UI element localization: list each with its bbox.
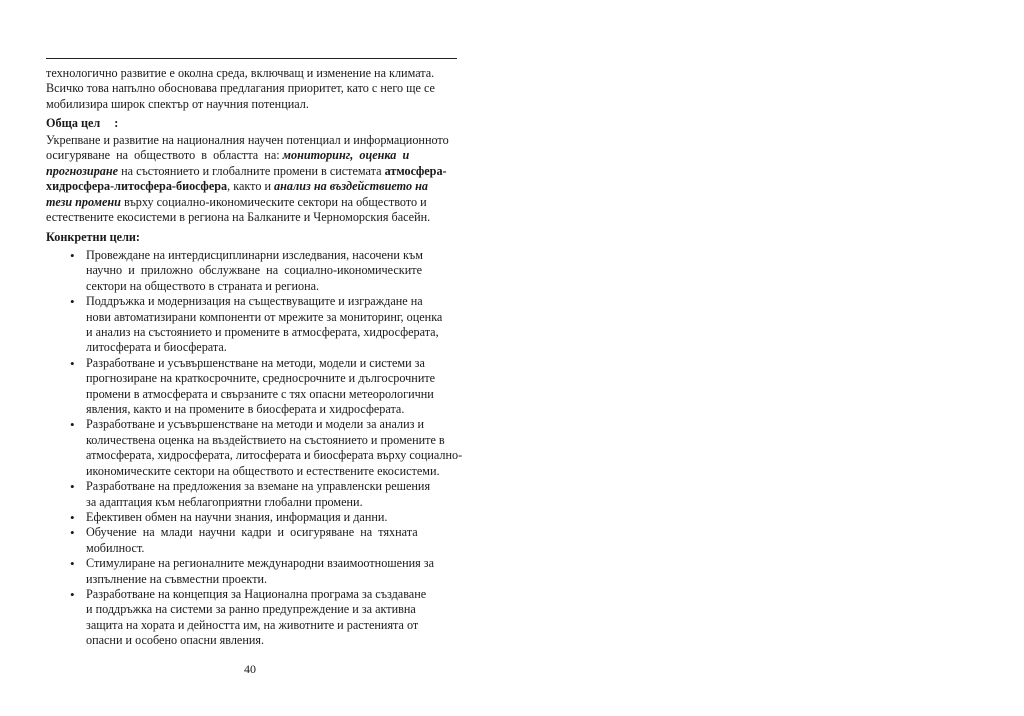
bullet-icon: • [70, 586, 75, 602]
bullet-icon: • [70, 248, 75, 263]
list-item [46, 294, 494, 356]
list-item-line: Обучение на млади научни кадри и осигуряване на тяхната [86, 525, 418, 540]
general-goal-emphasis: мониторинг, оценка и [282, 148, 410, 163]
list-item-line: изпълнение на съвместни проекти. [86, 571, 268, 586]
general-goal-heading-text: Обща цел [46, 116, 101, 130]
general-goal-heading [46, 116, 118, 131]
intro-line: мобилизира широк спектър от научния потенциал. [46, 96, 309, 111]
general-goal-strong: хидросфера-литосфера-биосфера [46, 179, 228, 194]
list-item-line: Ефективен обмен на научни знания, информация и данни. [86, 509, 388, 524]
general-goal-line: Укрепване и развитие на националния научен потенциал и информационното [46, 133, 449, 147]
bullet-icon: • [70, 556, 75, 572]
general-goal-line [46, 195, 471, 210]
list-item-line: промени в атмосферата и свързаните с тях опасни метеорологични [86, 386, 434, 401]
list-item [46, 525, 494, 556]
list-item-line: сектори на обществото в страната и региона. [86, 278, 320, 293]
list-item-line: атмосферата, хидросферата, литосферата и биосферата върху социално- [86, 448, 463, 463]
bullet-icon: • [70, 525, 75, 541]
general-goal-line [46, 179, 471, 194]
list-item-line: литосферата и биосферата. [86, 340, 227, 355]
bullet-icon: • [70, 509, 75, 525]
list-item-line: Разработване на концепция за Национална програма за създаване [86, 586, 427, 601]
page-number: 40 [244, 662, 256, 676]
list-item [46, 356, 494, 418]
intro-line: технологично развитие е околна среда, включващ и изменение на климата. [46, 66, 435, 80]
general-goal-text: , както и [227, 179, 275, 194]
general-goal-line: естествените екосистеми в региона на Балканите и Черноморския басейн. [46, 210, 431, 225]
specific-goals-list [46, 248, 494, 649]
general-goal-text: на състоянието и глобалните промени в системата [118, 163, 385, 178]
top-rule [46, 58, 457, 59]
list-item-line: защита на хората и дейността им, на животните и растенията от [86, 617, 419, 632]
list-item-line: Провеждане на интердисциплинарни изследвания, насочени към [86, 248, 423, 262]
list-item-line: Стимулиране на регионалните международни взаимоотношения за [86, 556, 435, 571]
general-goal-heading-colon: : [114, 116, 119, 130]
specific-goals-heading: Конкретни цели: [46, 230, 140, 244]
list-item-line: количествена оценка на въздействието на състоянието и промените в [86, 432, 445, 447]
list-item-line: мобилност. [86, 540, 145, 555]
bullet-icon: • [70, 417, 75, 433]
list-item-line: явления, както и на промените в биосферата и хидросферата. [86, 402, 405, 417]
list-item-line: опасни и особено опасни явления. [86, 633, 265, 648]
list-item [46, 417, 494, 479]
list-item-line: и анализ на състоянието и промените в атмосферата, хидросферата, [86, 325, 439, 340]
general-goal-strong: атмосфера- [384, 163, 447, 178]
general-goal-line [46, 164, 471, 179]
general-goal-emphasis: тези промени [46, 194, 121, 209]
list-item-line: Разработване и усъвършенстване на методи и модели за анализ и [86, 417, 424, 432]
list-item-line: Разработване на предложения за вземане на управленски решения [86, 479, 431, 494]
list-item-line: и поддръжка на системи за ранно предупреждение и за активна [86, 602, 416, 617]
intro-paragraph [46, 66, 435, 112]
list-item-line: прогнозиране на краткосрочните, средносрочните и дългосрочните [86, 371, 436, 386]
list-item [46, 248, 494, 294]
general-goal-paragraph [46, 133, 471, 225]
intro-line: Всичко това напълно обосновава предлагания приоритет, като с него ще се [46, 81, 435, 96]
list-item [46, 510, 494, 525]
general-goal-emphasis: прогнозиране [46, 163, 119, 178]
list-item-line: икономическите сектори на обществото и естествените екосистеми. [86, 463, 440, 478]
general-goal-emphasis: анализ на въздействието на [274, 179, 428, 194]
list-item-line: Поддръжка и модернизация на съществуващите и изграждане на [86, 294, 423, 309]
bullet-icon: • [70, 355, 75, 371]
bullet-icon: • [70, 479, 75, 495]
list-item [46, 556, 494, 587]
list-item-line: Разработване и усъвършенстване на методи, модели и системи за [86, 355, 425, 370]
general-goal-text: осигуряване на обществото в областта на: [46, 148, 280, 163]
general-goal-text: върху социално-икономическите сектори на обществото и [120, 194, 427, 209]
list-item-line: за адаптация към неблагоприятни глобални промени. [86, 494, 363, 509]
bullet-icon: • [70, 294, 75, 310]
general-goal-line [46, 148, 471, 163]
list-item [46, 587, 494, 649]
list-item-line: научно и приложно обслужване на социално-икономическите [86, 263, 422, 278]
list-item [46, 479, 494, 510]
list-item-line: нови автоматизирани компоненти от мрежите за мониторинг, оценка [86, 309, 443, 324]
